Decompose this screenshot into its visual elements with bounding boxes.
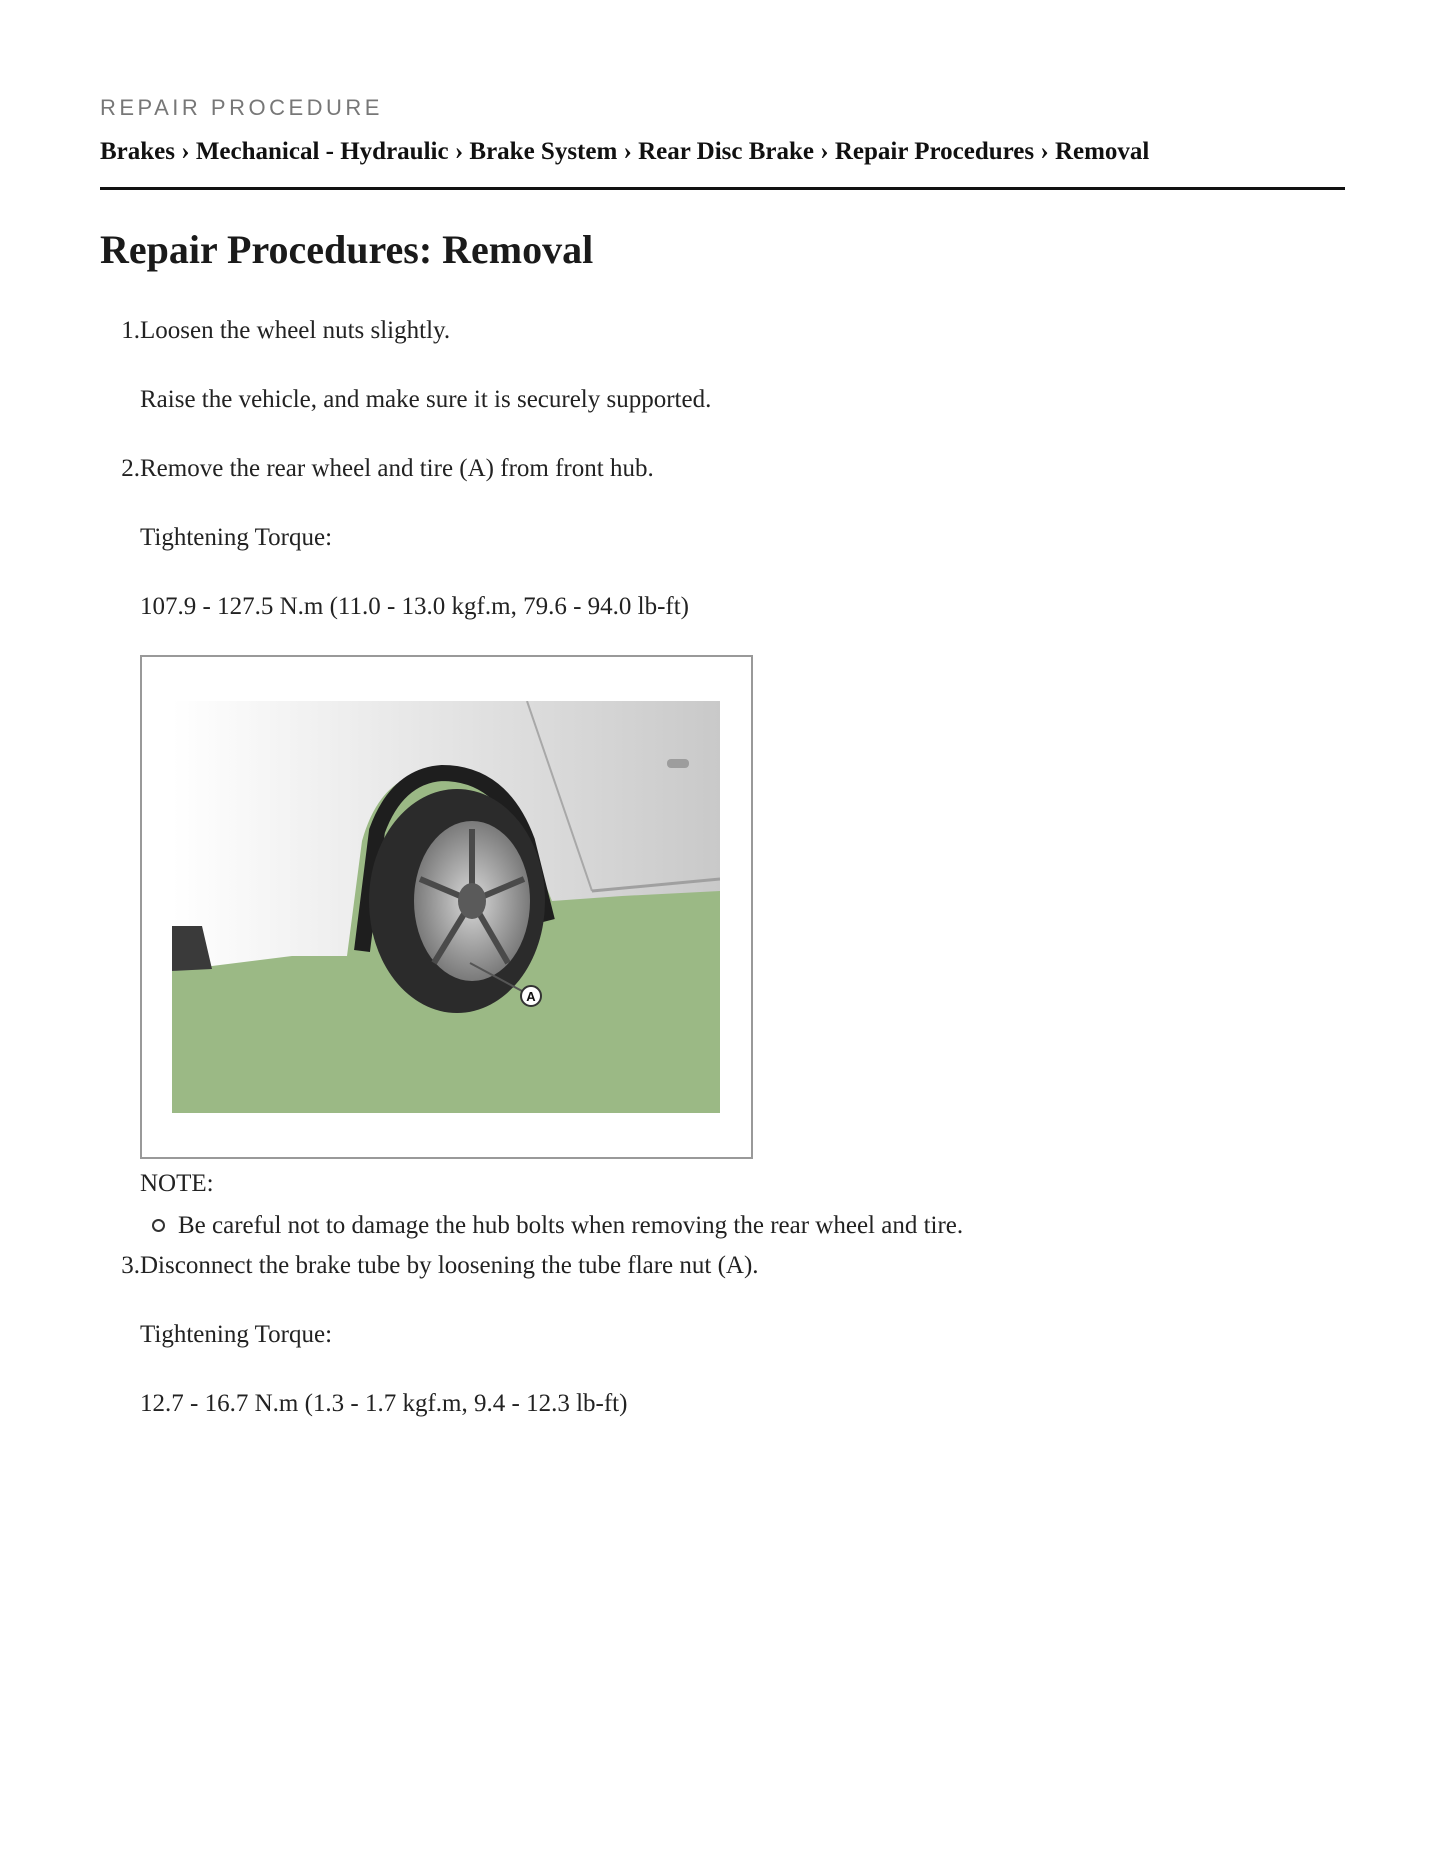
door-handle xyxy=(667,759,689,768)
header-divider xyxy=(100,187,1345,190)
callout-label: A xyxy=(526,989,536,1004)
note-label: NOTE: xyxy=(140,1170,214,1197)
step-2-text: Remove the rear wheel and tire (A) from front hub. xyxy=(140,455,654,482)
step-3-text: Disconnect the brake tube by loosening the tube flare nut (A). xyxy=(140,1252,759,1279)
wheel-illustration xyxy=(172,701,720,1113)
step-1-text: Loosen the wheel nuts slightly. xyxy=(140,317,451,344)
section-kicker: REPAIR PROCEDURE xyxy=(100,95,383,120)
breadcrumb: Brakes › Mechanical - Hydraulic › Brake System › Rear Disc Brake › Repair Procedures › Removal xyxy=(100,138,1150,165)
step-2-number: 2. xyxy=(121,455,140,482)
note-bullet xyxy=(152,1219,165,1232)
wheel-removal-figure xyxy=(140,655,753,1159)
step-2-torque-label: Tightening Torque: xyxy=(140,524,333,551)
hub xyxy=(458,883,486,919)
step-3-number: 3. xyxy=(121,1252,140,1279)
step-3-torque-value: 12.7 - 16.7 N.m (1.3 - 1.7 kgf.m, 9.4 - 12.3 lb-ft) xyxy=(140,1390,628,1417)
note-item: Be careful not to damage the hub bolts when removing the rear wheel and tire. xyxy=(178,1212,964,1239)
step-2-torque-value: 107.9 - 127.5 N.m (11.0 - 13.0 kgf.m, 79.6 - 94.0 lb-ft) xyxy=(140,593,690,620)
step-1-number: 1. xyxy=(121,317,140,344)
step-3-torque-label: Tightening Torque: xyxy=(140,1321,333,1348)
step-1-subtext: Raise the vehicle, and make sure it is securely supported. xyxy=(140,386,712,413)
page-title: Repair Procedures: Removal xyxy=(100,227,594,272)
